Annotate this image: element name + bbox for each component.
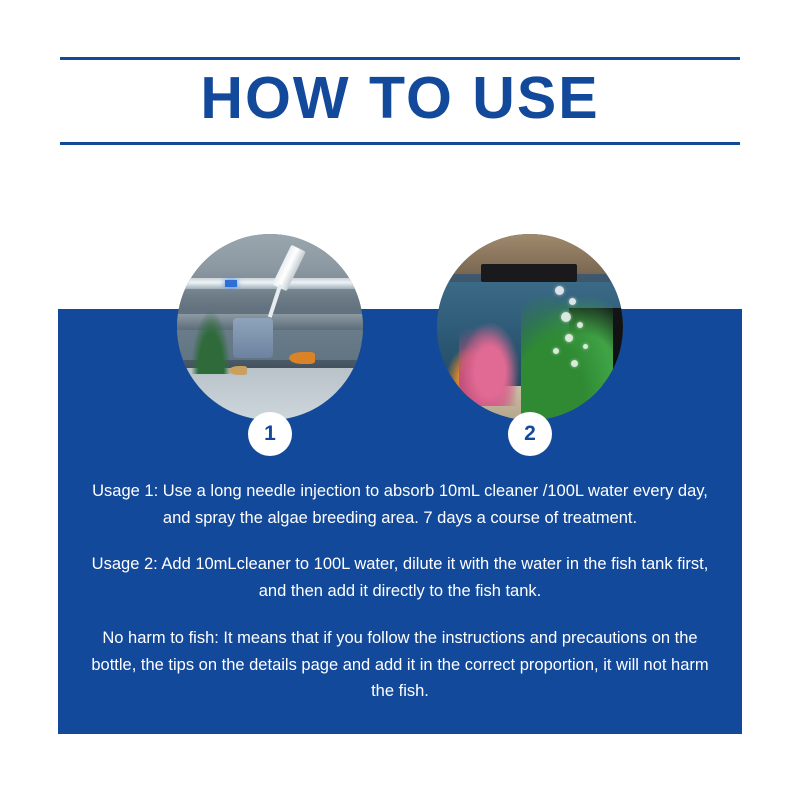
- usage-2-text: Usage 2: Add 10mLcleaner to 100L water, dilute it with the water in the fish tank first, and then add it directly to the fish tank.: [91, 555, 709, 601]
- bubble: [571, 360, 578, 367]
- step-2-image: [437, 234, 623, 420]
- aquarium-plant: [191, 310, 231, 374]
- tank-hood: [481, 264, 577, 282]
- tank-light-bar: [177, 278, 363, 289]
- bubble: [561, 312, 571, 322]
- aquarium-plant: [459, 320, 521, 406]
- header: [60, 57, 740, 145]
- bubble: [583, 344, 588, 349]
- page-title: HOW TO USE: [200, 65, 600, 131]
- tank-equipment: [233, 318, 273, 358]
- bubble: [553, 348, 559, 354]
- instructions-text: [86, 478, 714, 705]
- bubble: [577, 322, 583, 328]
- header-rule-bottom: [60, 142, 740, 145]
- bubble: [555, 286, 564, 295]
- fish: [229, 366, 247, 375]
- planted-aquarium-bubbles-photo: [437, 234, 623, 420]
- aquarium-needle-injection-photo: [177, 234, 363, 420]
- step-1-image: [177, 234, 363, 420]
- no-harm-text: No harm to fish: It means that if you follow the instructions and precautions on the bottle, the tips on the details page and add it in the correct proportion, it will not harm the fish.: [91, 628, 709, 701]
- needle-icon: [268, 284, 282, 318]
- header-rule-top: [60, 57, 740, 60]
- bubble: [565, 334, 573, 342]
- step-1-badge: 1: [248, 412, 292, 456]
- usage-1-text: Usage 1: Use a long needle injection to absorb 10mL cleaner /100L water every day, and spray the algae breeding area. 7 days a course of treatment.: [92, 482, 708, 527]
- step-2-badge: 2: [508, 412, 552, 456]
- fish: [289, 352, 315, 364]
- bubble: [569, 298, 576, 305]
